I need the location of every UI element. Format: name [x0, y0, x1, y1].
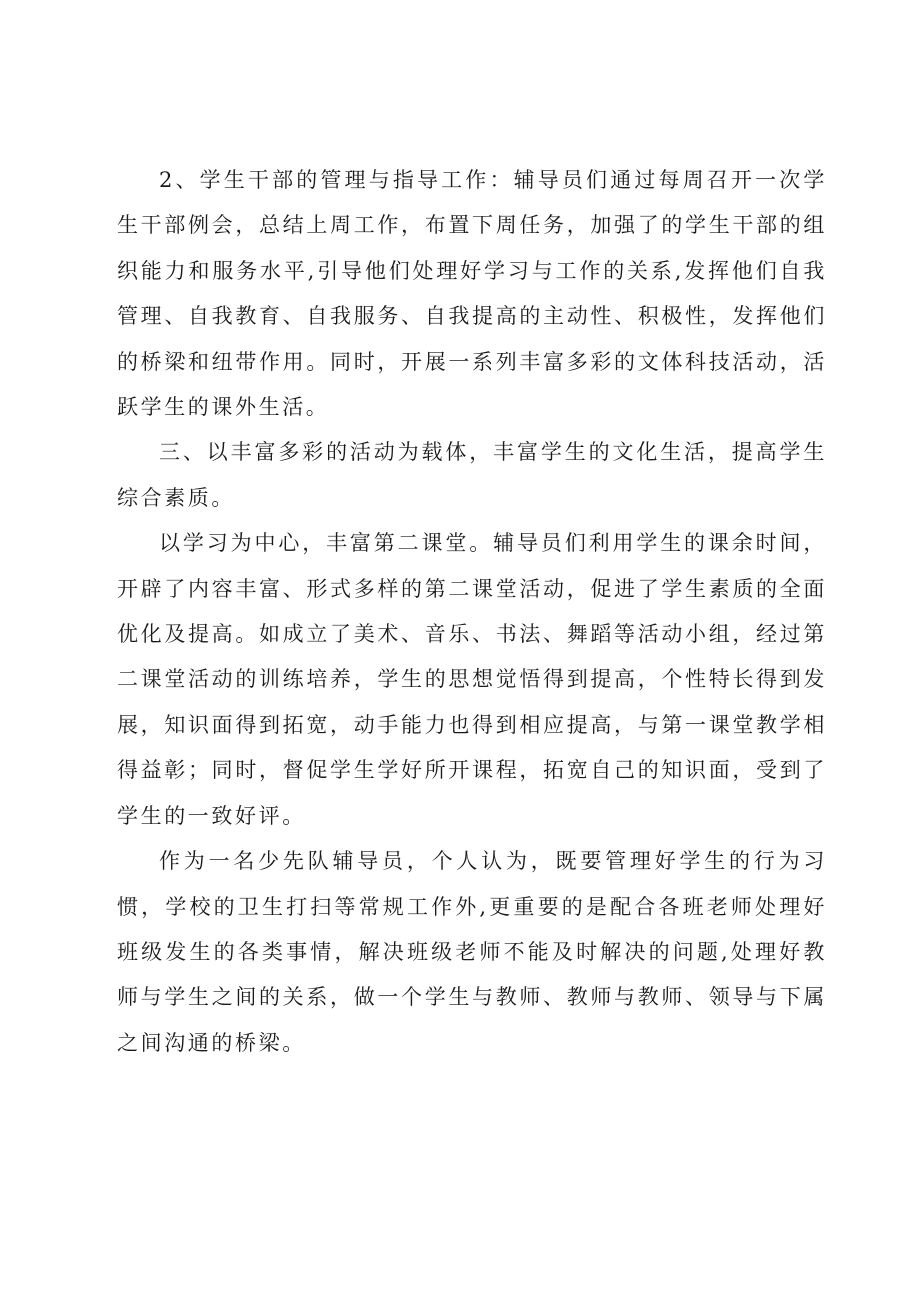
paragraph-counselor-role: 作为一名少先队辅导员，个人认为，既要管理好学生的行为习惯，学校的卫生打扫等常规工作外,更重要的是配合各班老师处理好班级发生的各类事情，解决班级老师不能及时解决的问题,处理好教师与学生之间的关系，做一个学生与教师、教师与教师、领导与下属之间沟通的桥梁。 [117, 849, 827, 1055]
document-body [117, 158, 827, 1066]
paragraph-student-cadre-management: 2、学生干部的管理与指导工作：辅导员们通过每周召开一次学生干部例会，总结上周工作，布置下周任务，加强了的学生干部的组织能力和服务水平,引导他们处理好学习与工作的关系,发挥他们自我管理、自我教育、自我服务、自我提高的主动性、积极性，发挥他们的桥梁和纽带作用。同时，开展一系列丰富多彩的文体科技活动，活跃学生的课外生活。 [117, 168, 827, 420]
paragraph-second-classroom: 以学习为中心，丰富第二课堂。辅导员们利用学生的课余时间，开辟了内容丰富、形式多样的第二课堂活动，促进了学生素质的全面优化及提高。如成立了美术、音乐、书法、舞蹈等活动小组，经过第二课堂活动的训练培养，学生的思想觉悟得到提高，个性特长得到发展，知识面得到拓宽，动手能力也得到相应提高，与第一课堂教学相得益彰；同时，督促学生学好所开课程，拓宽自己的知识面，受到了学生的一致好评。 [117, 531, 827, 828]
paragraph-section-three-heading: 三、以丰富多彩的活动为载体，丰富学生的文化生活，提高学生综合素质。 [117, 440, 827, 510]
